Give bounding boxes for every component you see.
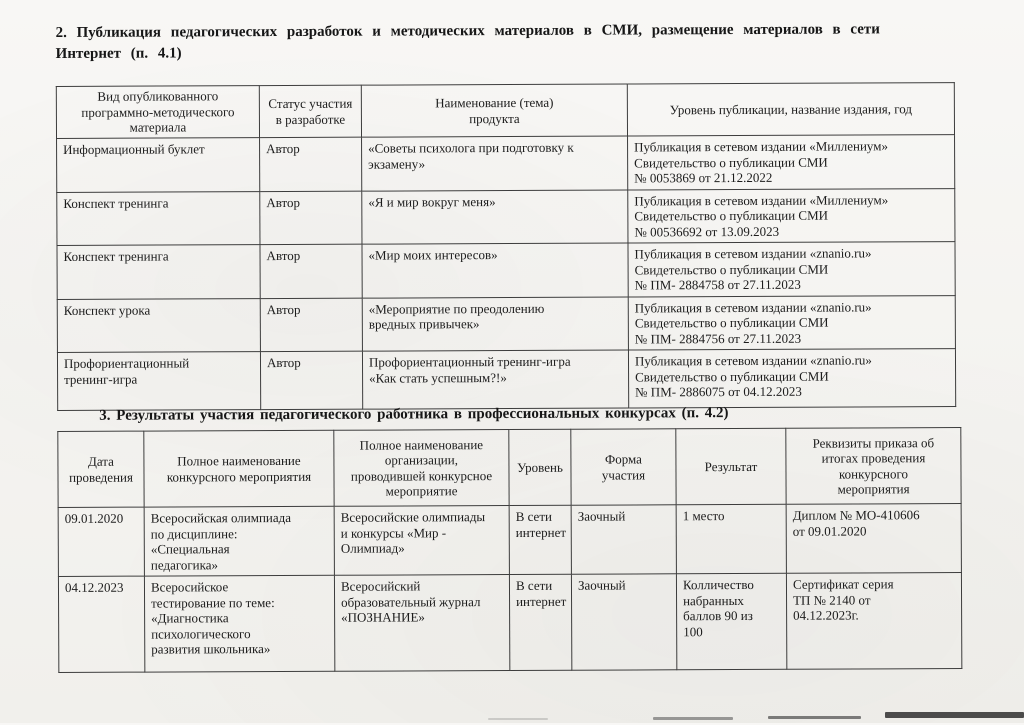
publications-table — [56, 82, 956, 411]
column-header: Уровень — [509, 429, 571, 505]
table-cell: Всеросийский образовательный журнал «ПОЗНАНИЕ» — [334, 575, 509, 672]
table-cell: «Советы психолога при подготовку к экзамену» — [362, 136, 628, 191]
table-cell: Профориентационный тренинг-игра «Как стать успешным?!» — [362, 350, 628, 409]
table-header-row — [58, 428, 961, 508]
table-cell: 04.12.2023 — [58, 576, 144, 672]
competitions-table — [57, 427, 962, 673]
table-row — [57, 242, 955, 299]
table-cell: Всеросийские олимпиады и конкурсы «Мир - Олимпиад» — [334, 506, 509, 576]
table-cell: Профориентационный тренинг-игра — [57, 352, 260, 411]
table-cell: Конспект тренинга — [57, 191, 260, 245]
table-cell: Заочный — [571, 505, 676, 574]
table-cell: Публикация в сетевом издании «Миллениум» Свидетельство о публикации СМИ № 00536692 от 13.09.2023 — [628, 188, 955, 243]
table-cell: Автор — [260, 351, 362, 409]
section-3-heading: 3. Результаты участия педагогического работника в профессиональных конкурсах (п. 4.2) — [99, 405, 729, 424]
column-header: Статус участия в разработке — [259, 85, 361, 137]
column-header: Реквизиты приказа об итогах проведения конкурсного мероприятия — [786, 428, 961, 505]
table-cell: Публикация в сетевом издании «znanio.ru» Свидетельство о публикации СМИ № ПМ- 2884758 от 27.11.2023 — [628, 242, 955, 297]
table-cell: Колличество набранных баллов 90 из 100 — [676, 573, 786, 669]
table-cell: Всеросийское тестирование по теме: «Диагностика психологического развития школьника» — [144, 575, 334, 672]
table-cell: Диплом № МО-410606 от 09.01.2020 — [786, 504, 961, 574]
table-cell: Информационный буклет — [57, 138, 260, 192]
table-cell: «Мир моих интересов» — [362, 243, 628, 298]
column-header: Наименование (тема) продукта — [361, 84, 627, 137]
table-row — [57, 295, 955, 352]
column-header: Полное наименование конкурсного мероприятия — [144, 430, 334, 507]
column-header: Вид опубликованного программно-методического материала — [56, 86, 259, 139]
scan-edge-artifact — [768, 716, 861, 719]
scan-edge-artifact — [488, 718, 548, 720]
table-cell: «Я и мир вокруг меня» — [362, 189, 628, 244]
column-header: Форма участия — [571, 429, 676, 505]
column-header: Полное наименование организации, проводившей конкурсное мероприятие — [334, 430, 509, 507]
table-cell: Сертификат серия ТП № 2140 от 04.12.2023г. — [786, 573, 961, 670]
column-header: Дата проведения — [58, 431, 144, 507]
table-cell: 09.01.2020 — [58, 507, 144, 576]
table-row — [58, 504, 961, 577]
column-header: Результат — [676, 428, 786, 504]
section-2-heading: 2. Публикация педагогических разработок и методических материалов в СМИ, размещение материалов в сети Интернет (п. 4.1) — [55, 21, 880, 62]
table-cell: Публикация в сетевом издании «znanio.ru» Свидетельство о публикации СМИ № ПМ- 2884756 от 27.11.2023 — [628, 295, 955, 350]
table-row — [57, 188, 955, 245]
column-header: Уровень публикации, название издания, год — [627, 83, 954, 136]
scan-edge-artifact — [885, 712, 1024, 718]
table-cell: Автор — [260, 244, 362, 298]
table-cell: Автор — [260, 298, 362, 352]
table-row — [57, 349, 955, 411]
table-row — [57, 135, 955, 192]
table-cell: В сети интернет — [509, 505, 571, 574]
table-row — [58, 573, 961, 673]
table-header-row — [56, 83, 954, 139]
table-cell: Автор — [260, 191, 362, 245]
table-cell: Заочный — [571, 574, 676, 670]
table-cell: Автор — [260, 137, 362, 191]
scan-edge-artifact — [653, 717, 733, 720]
table-cell: В сети интернет — [509, 574, 571, 670]
table-cell: Конспект тренинга — [57, 245, 260, 299]
table-cell: Конспект урока — [57, 298, 260, 352]
table-cell: Публикация в сетевом издании «znanio.ru» Свидетельство о публикации СМИ № ПМ- 2886075 от 04.12.2023 — [628, 349, 955, 408]
table-cell: Всеросийская олимпиада по дисциплине: «Специальная педагогика» — [144, 506, 334, 576]
table-cell: Публикация в сетевом издании «Миллениум» Свидетельство о публикации СМИ № 0053869 от 21.12.2022 — [628, 135, 955, 190]
table-cell: 1 место — [676, 504, 786, 573]
table-cell: «Мероприятие по преодолению вредных привычек» — [362, 296, 628, 351]
